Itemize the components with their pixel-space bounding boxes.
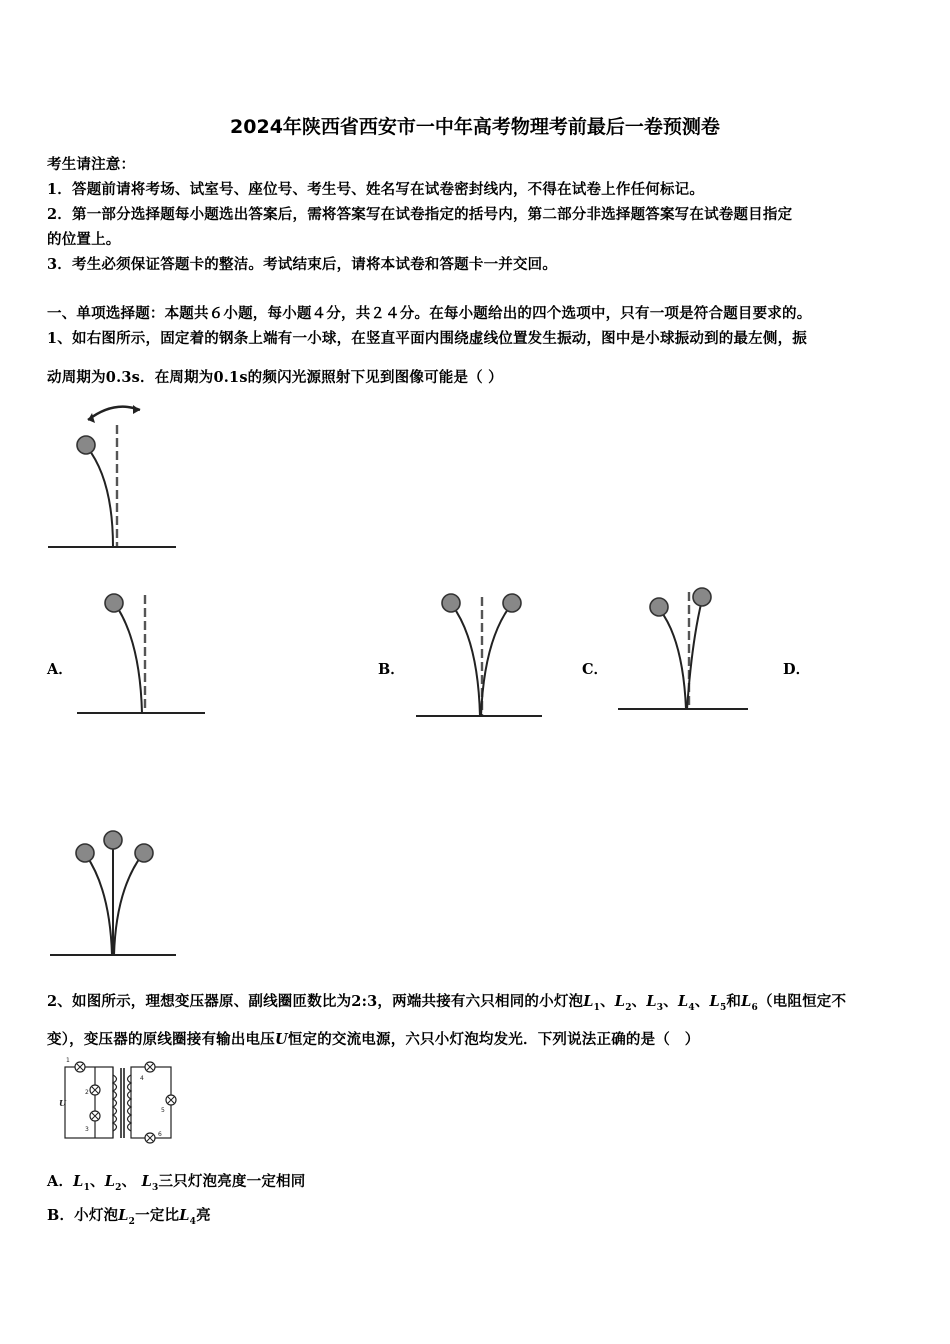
option-suffix: 亮 xyxy=(196,1207,211,1224)
lamp-l: L xyxy=(179,1207,190,1224)
section-heading: 一、单项选择题：本题共６小题，每小题４分，共２４分。在每小题给出的四个选项中，只有一项是符合题目要求的。 xyxy=(47,305,812,322)
lamp-l: L xyxy=(73,1173,84,1190)
circuit-label-u: U xyxy=(59,1098,66,1108)
circuit-label-6: 6 xyxy=(158,1131,162,1138)
notice-item-2: 2．第一部分选择题每小题选出答案后，需将答案写在试卷指定的括号内，第二部分非选择题答案写在试卷题目指定 xyxy=(47,206,793,223)
sep: 、 xyxy=(694,993,710,1010)
option-mid: 一定比 xyxy=(135,1207,180,1224)
circuit-label-3: 3 xyxy=(85,1126,89,1133)
lamp-l: L xyxy=(104,1173,116,1190)
q2-text-a: 2、如图所示，理想变压器原、副线圈匝数比为2:3，两端共接有六只相同的小灯泡 xyxy=(47,993,584,1010)
sep: 、 xyxy=(663,993,678,1010)
lamp-l: L xyxy=(614,993,626,1010)
option-a-label: A． xyxy=(47,661,73,678)
option-prefix: B．小灯泡 xyxy=(47,1207,119,1224)
lamp-sub: 6 xyxy=(751,1002,758,1013)
q2-option-a xyxy=(47,1170,305,1193)
sep: 、 xyxy=(600,993,615,1010)
q2-text-b: （电阻恒定不 xyxy=(757,993,847,1010)
sep: 、 xyxy=(121,1173,137,1190)
lamp-sub: 1 xyxy=(83,1182,91,1193)
lamp-l: L xyxy=(677,993,689,1010)
notice-item-3: 3．考生必须保证答题卡的整洁。考试结束后，请将本试卷和答题卡一并交回。 xyxy=(47,256,558,273)
q2-text-c: 变），变压器的原线圈接有输出电压 xyxy=(47,1031,275,1048)
q2-text-d: 恒定的交流电源，六只小灯泡均发光．下列说法正确的是（ ） xyxy=(287,1031,700,1048)
option-prefix: A． xyxy=(47,1173,74,1190)
lamp-sub: 1 xyxy=(593,1002,601,1013)
lamp-sub: 2 xyxy=(128,1216,136,1227)
lamp-sub: 3 xyxy=(656,1002,664,1013)
option-d-label: D． xyxy=(783,661,811,678)
page-title: 2024年陕西省西安市一中年高考物理考前最后一卷预测卷 xyxy=(230,116,720,138)
lamp-sub: 4 xyxy=(688,1002,695,1013)
lamp-l: L xyxy=(141,1173,152,1190)
circuit-label-5: 5 xyxy=(161,1107,165,1114)
and: 和 xyxy=(726,993,742,1010)
voltage-symbol: U xyxy=(274,1031,288,1048)
q1-text-line2: 动周期为0.3s．在周期为0.1s的频闪光源照射下见到图像可能是（ ） xyxy=(47,369,503,386)
notice-item-1: 1．答题前请将考场、试室号、座位号、考生号、姓名写在试卷密封线内，不得在试卷上作任何标记。 xyxy=(47,181,705,198)
lamp-sub: 5 xyxy=(719,1002,727,1013)
q2-option-b xyxy=(47,1204,211,1227)
lamp-sub: 3 xyxy=(151,1182,159,1193)
notice-heading: 考生请注意： xyxy=(47,156,136,173)
option-c-label: C． xyxy=(582,661,609,678)
circuit-label-2: 2 xyxy=(85,1089,89,1096)
option-b-label: B． xyxy=(378,661,405,678)
lamp-l: L xyxy=(583,993,594,1010)
circuit-label-4: 4 xyxy=(140,1075,144,1082)
lamp-l: L xyxy=(741,993,752,1010)
lamp-sub: 2 xyxy=(625,1002,632,1013)
lamp-l: L xyxy=(709,993,720,1010)
sep: 、 xyxy=(90,1173,105,1190)
circuit-label-1: 1 xyxy=(66,1057,70,1064)
lamp-l: L xyxy=(118,1207,129,1224)
sep: 、 xyxy=(631,993,647,1010)
lamp-l: L xyxy=(646,993,657,1010)
q1-text-line1: 1、如右图所示，固定着的钢条上端有一小球，在竖直平面内围绕虚线位置发生振动，图中是小球振动到的最左侧，振 xyxy=(47,330,807,347)
lamp-sub: 2 xyxy=(115,1182,122,1193)
notice-item-2-cont: 的位置上。 xyxy=(47,231,121,248)
option-suffix: 三只灯泡亮度一定相同 xyxy=(158,1173,306,1190)
lamp-sub: 4 xyxy=(189,1216,197,1227)
